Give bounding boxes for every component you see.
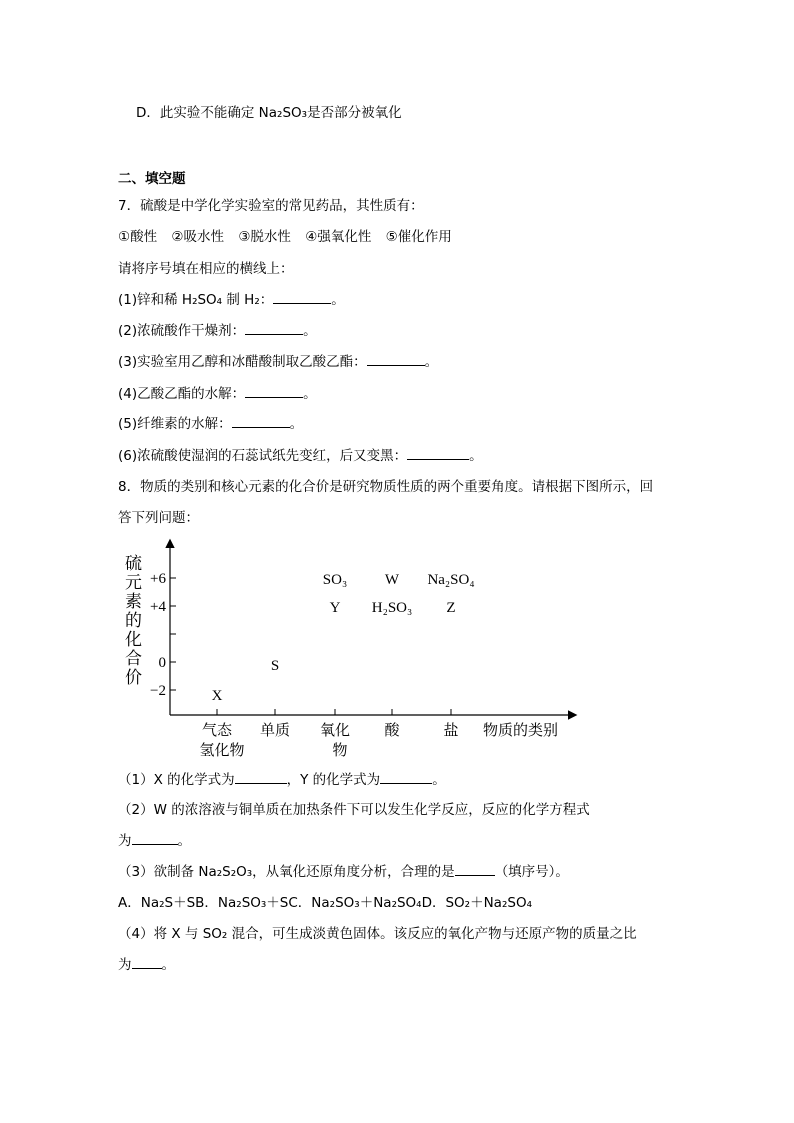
point-label: H₂SO₃ <box>371 600 413 616</box>
answer-blank[interactable] <box>407 447 469 460</box>
x-tick-label: 酸 <box>384 723 400 739</box>
q7-instruction: 请将序号填在相应的横线上： <box>118 261 294 277</box>
y-tick-label: +4 <box>150 599 166 615</box>
y-label-char: 价 <box>125 668 142 687</box>
answer-blank[interactable] <box>245 322 303 335</box>
q8-sub3: （3）欲制备 Na₂S₂O₃，从氧化还原角度分析，合理的是 （填序号）。 <box>118 864 569 880</box>
x-tick-label: 物 <box>332 743 348 759</box>
y-label-char: 化 <box>125 630 142 649</box>
point-label: W <box>384 572 400 588</box>
q8-sub3-options: A．Na₂S＋SB．Na₂SO₃＋SC．Na₂SO₃＋Na₂SO₄D．SO₂＋Na₂SO₄ <box>118 895 532 911</box>
answer-blank[interactable] <box>273 291 331 304</box>
point-label: X <box>211 688 223 704</box>
property-3: ③脱水性 <box>238 229 291 245</box>
x-axis-label: 物质的类别 <box>483 723 559 739</box>
answer-blank[interactable] <box>367 353 425 366</box>
answer-blank[interactable] <box>232 415 290 428</box>
q6-option-d: D．此实验不能确定 Na₂SO₃是否部分被氧化 <box>136 105 402 121</box>
y-label-char: 硫 <box>125 554 142 573</box>
y-label-char: 元 <box>125 573 142 592</box>
property-5: ⑤催化作用 <box>385 229 452 245</box>
data-points <box>212 572 475 704</box>
q8-sub4-line1: （4）将 X 与 SO₂ 混合，可生成淡黄色固体。该反应的氧化产物与还原产物的质量之比 <box>118 926 637 942</box>
answer-blank[interactable] <box>455 863 495 876</box>
q8-sub1: （1）X 的化学式为 ，Y 的化学式为 。 <box>118 772 446 788</box>
q8-stem-line1: 8．物质的类别和核心元素的化合价是研究物质性质的两个重要角度。请根据下图所示，回 <box>118 479 654 495</box>
y-label-char: 素 <box>125 592 142 611</box>
answer-blank[interactable] <box>132 832 178 845</box>
q8-sub2-line2: 为 。 <box>118 833 191 849</box>
x-tick-label: 单质 <box>259 723 291 739</box>
q8-stem-line2: 答下列问题： <box>118 510 199 526</box>
point-label: Y <box>329 600 341 616</box>
y-tick-label: +6 <box>150 571 166 587</box>
y-label-char: 合 <box>125 649 142 668</box>
q7-stem: 7．硫酸是中学化学实验室的常见药品，其性质有： <box>118 198 424 214</box>
q7-properties <box>118 228 462 246</box>
q7-item-1: (1)锌和稀 H₂SO₄ 制 H₂： 。 <box>118 292 345 308</box>
y-ticks <box>150 571 176 699</box>
point-label: S <box>270 658 280 674</box>
valence-category-chart <box>115 535 585 765</box>
answer-blank[interactable] <box>245 385 303 398</box>
x-tick-label: 盐 <box>443 723 459 739</box>
x-tick-label: 氢化物 <box>199 743 245 759</box>
property-1: ①酸性 <box>118 229 158 245</box>
q7-item-6: (6)浓硫酸使湿润的石蕊试纸先变红，后又变黑： 。 <box>118 448 483 464</box>
y-tick-label: −2 <box>150 683 166 699</box>
x-ticks <box>199 709 458 759</box>
answer-blank[interactable] <box>235 771 287 784</box>
q8-sub2-line1: （2）W 的浓溶液与铜单质在加热条件下可以发生化学反应，反应的化学方程式 <box>118 802 590 818</box>
point-label: Z <box>446 600 456 616</box>
y-label-char: 的 <box>125 611 142 630</box>
point-label: Na₂SO₄ <box>427 572 475 588</box>
q7-item-5: (5)纤维素的水解： 。 <box>118 416 304 432</box>
q7-item-2: (2)浓硫酸作干燥剂： 。 <box>118 323 317 339</box>
property-2: ②吸水性 <box>171 229 225 245</box>
section-title: 二、填空题 <box>118 171 186 187</box>
q7-item-3: (3)实验室用乙醇和冰醋酸制取乙酸乙酯： 。 <box>118 354 439 370</box>
q7-item-4: (4)乙酸乙酯的水解： 。 <box>118 386 317 402</box>
answer-blank[interactable] <box>380 771 432 784</box>
y-axis-label <box>125 554 142 687</box>
property-4: ④强氧化性 <box>305 229 372 245</box>
x-tick-label: 氧化 <box>319 723 351 739</box>
y-tick-label: 0 <box>158 655 166 671</box>
point-label: SO₃ <box>322 572 348 588</box>
x-tick-label: 气态 <box>201 723 233 739</box>
q8-sub4-line2: 为 。 <box>118 957 175 973</box>
answer-blank[interactable] <box>132 956 162 969</box>
